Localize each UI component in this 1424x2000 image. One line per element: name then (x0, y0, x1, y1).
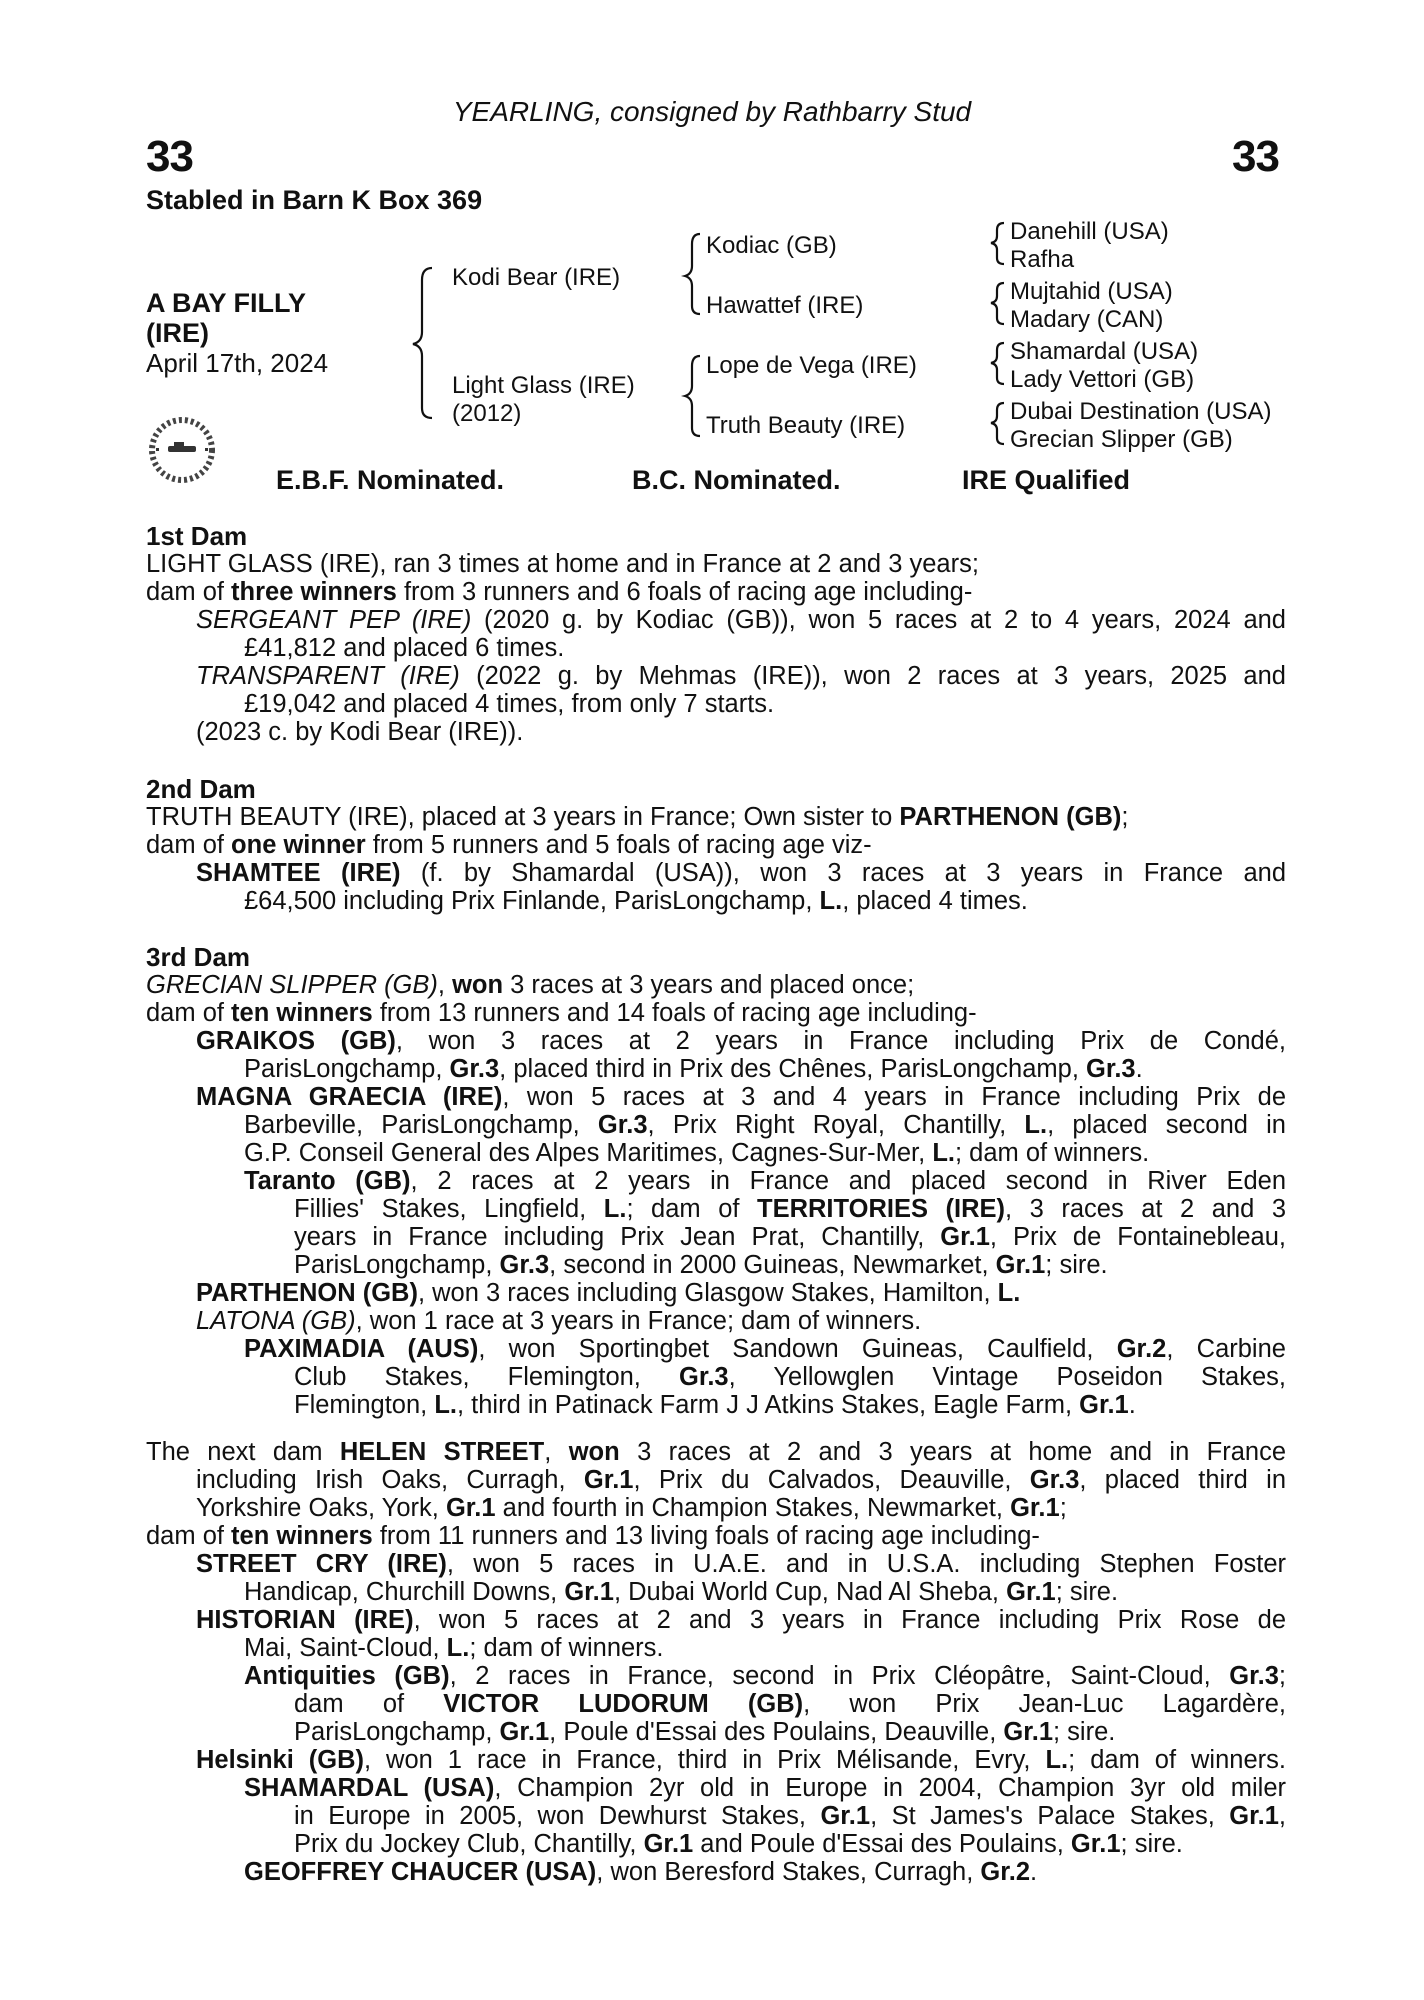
progeny-entry: TRANSPARENT (IRE) (2022 g. by Mehmas (IRE)), won 2 races at 3 years, 2025 and (196, 662, 1286, 690)
progeny-entry-cont: Handicap, Churchill Downs, Gr.1, Dubai World Cup, Nad Al Sheba, Gr.1; sire. (244, 1578, 1119, 1606)
g3-ancestor: Dubai Destination (USA) (1010, 398, 1272, 425)
dam-produce-summary: dam of ten winners from 13 runners and 14 foals of racing age including- (146, 999, 977, 1027)
dam-summary: LIGHT GLASS (IRE), ran 3 times at home and in France at 2 and 3 years; (146, 550, 979, 578)
brace-g3-3 (991, 343, 1004, 384)
horse-name-line2: (IRE) (146, 318, 209, 348)
brace-main (413, 268, 432, 418)
third-dam-heading: 3rd Dam (146, 942, 251, 972)
progeny-entry: SERGEANT PEP (IRE) (2020 g. by Kodiac (GB)), won 5 races at 2 to 4 years, 2024 and (196, 606, 1286, 634)
progeny-entry: SHAMTEE (IRE) (f. by Shamardal (USA)), won 3 races at 3 years in France and (196, 859, 1286, 887)
dam-name: Light Glass (IRE) (452, 372, 635, 399)
progeny-entry: PAXIMADIA (AUS), won Sportingbet Sandown Guineas, Caulfield, Gr.2, Carbine (244, 1335, 1286, 1363)
g3-ancestor: Danehill (USA) (1010, 218, 1169, 245)
stud-seal-icon (144, 412, 220, 488)
brace-sire (685, 234, 700, 314)
second-dam-heading: 2nd Dam (146, 774, 256, 804)
third-dam-section (146, 943, 1286, 1419)
g3-ancestor: Mujtahid (USA) (1010, 278, 1173, 305)
ire-qualified: IRE Qualified (962, 465, 1131, 495)
first-dam-section (146, 522, 1286, 746)
first-dam-heading: 1st Dam (146, 521, 248, 551)
progeny-entry: GRAIKOS (GB), won 3 races at 2 years in France including Prix de Condé, (196, 1027, 1286, 1055)
dam-produce-summary: dam of one winner from 5 runners and 5 foals of racing age viz- (146, 831, 872, 859)
progeny-entry-cont: years in France including Prix Jean Prat, Chantilly, Gr.1, Prix de Fontainebleau, (294, 1223, 1286, 1251)
progeny-entry-cont: ParisLongchamp, Gr.1, Poule d'Essai des Poulains, Deauville, Gr.1; sire. (294, 1718, 1116, 1746)
next-dam-section (146, 1438, 1286, 1886)
dam-summary: GRECIAN SLIPPER (GB), won 3 races at 3 years and placed once; (146, 971, 915, 999)
progeny-entry: STREET CRY (IRE), won 5 races in U.A.E. and in U.S.A. including Stephen Foster (196, 1550, 1287, 1578)
progeny-entry-cont: ParisLongchamp, Gr.3, second in 2000 Guineas, Newmarket, Gr.1; sire. (294, 1251, 1108, 1279)
progeny-entry-cont: £19,042 and placed 4 times, from only 7 starts. (244, 690, 775, 718)
progeny-entry: Helsinki (GB), won 1 race in France, third in Prix Mélisande, Evry, L.; dam of winners. (196, 1746, 1286, 1774)
progeny-entry-cont: Barbeville, ParisLongchamp, Gr.3, Prix Right Royal, Chantilly, L., placed second in (244, 1111, 1286, 1139)
progeny-entry: PARTHENON (GB), won 3 races including Glasgow Stakes, Hamilton, L. (196, 1279, 1021, 1307)
sire-sire-name: Kodiac (GB) (706, 232, 837, 259)
progeny-entry: MAGNA GRAECIA (IRE), won 5 races at 3 and 4 years in France including Prix de (196, 1083, 1286, 1111)
stabling-info: Stabled in Barn K Box 369 (146, 185, 483, 215)
progeny-entry-cont: £64,500 including Prix Finlande, ParisLongchamp, L., placed 4 times. (244, 887, 1028, 915)
progeny-entry-cont: ParisLongchamp, Gr.3, placed third in Prix des Chênes, ParisLongchamp, Gr.3. (244, 1055, 1143, 1083)
progeny-entry-cont: Mai, Saint-Cloud, L.; dam of winners. (244, 1634, 664, 1662)
brace-g3-4 (991, 403, 1004, 444)
g3-ancestor: Rafha (1010, 246, 1075, 273)
brace-g3-2 (991, 283, 1004, 324)
horse-name-line1: A BAY FILLY (146, 288, 307, 318)
progeny-entry: SHAMARDAL (USA), Champion 2yr old in Europe in 2004, Champion 3yr old miler (244, 1774, 1286, 1802)
progeny-entry: GEOFFREY CHAUCER (USA), won Beresford Stakes, Curragh, Gr.2. (244, 1858, 1038, 1886)
progeny-entry: LATONA (GB), won 1 race at 3 years in France; dam of winners. (196, 1307, 922, 1335)
progeny-entry-cont: £41,812 and placed 6 times. (244, 634, 565, 662)
dam-produce-summary: dam of three winners from 3 runners and 6 foals of racing age including- (146, 578, 973, 606)
progeny-entry: Taranto (GB), 2 races at 2 years in France and placed second in River Eden (244, 1167, 1286, 1195)
g3-ancestor: Lady Vettori (GB) (1010, 366, 1195, 393)
second-dam-section (146, 775, 1286, 915)
dam-summary: The next dam HELEN STREET, won 3 races at 2 and 3 years at home and in France (146, 1438, 1286, 1466)
brace-dam (685, 356, 700, 436)
bc-nominated: B.C. Nominated. (632, 465, 841, 495)
dam-summary-cont: including Irish Oaks, Curragh, Gr.1, Prix du Calvados, Deauville, Gr.3, placed third in (196, 1466, 1287, 1494)
dam-summary: TRUTH BEAUTY (IRE), placed at 3 years in France; Own sister to PARTHENON (GB); (146, 803, 1129, 831)
progeny-entry-cont: Flemington, L., third in Patinack Farm J J Atkins Stakes, Eagle Farm, Gr.1. (294, 1391, 1136, 1419)
g3-ancestor: Shamardal (USA) (1010, 338, 1199, 365)
catalogue-header: YEARLING, consigned by Rathbarry Stud (452, 96, 972, 127)
progeny-entry-cont: Prix du Jockey Club, Chantilly, Gr.1 and Poule d'Essai des Poulains, Gr.1; sire. (294, 1830, 1183, 1858)
progeny-entry: HISTORIAN (IRE), won 5 races at 2 and 3 years in France including Prix Rose de (196, 1606, 1286, 1634)
sire-name: Kodi Bear (IRE) (452, 264, 621, 291)
brace-g3-1 (991, 223, 1004, 264)
lot-number-right: 33 (1232, 132, 1279, 181)
progeny-entry-cont: in Europe in 2005, won Dewhurst Stakes, Gr.1, St James's Palace Stakes, Gr.1, (294, 1802, 1286, 1830)
dam-year: (2012) (452, 400, 522, 427)
ebf-nominated: E.B.F. Nominated. (276, 465, 505, 495)
lot-number-left: 33 (146, 132, 193, 181)
dam-sire-name: Lope de Vega (IRE) (706, 352, 917, 379)
progeny-entry-cont: dam of VICTOR LUDORUM (GB), won Prix Jean-Luc Lagardère, (294, 1690, 1286, 1718)
progeny-entry-cont: Club Stakes, Flemington, Gr.3, Yellowglen Vintage Poseidon Stakes, (294, 1363, 1287, 1391)
g3-ancestor: Grecian Slipper (GB) (1010, 426, 1233, 453)
dam-dam-name: Truth Beauty (IRE) (706, 412, 906, 439)
dam-summary-cont: Yorkshire Oaks, York, Gr.1 and fourth in Champion Stakes, Newmarket, Gr.1; (196, 1494, 1067, 1522)
g3-ancestor: Madary (CAN) (1010, 306, 1164, 333)
progeny-entry-cont: G.P. Conseil General des Alpes Maritimes, Cagnes-Sur-Mer, L.; dam of winners. (244, 1139, 1150, 1167)
sire-dam-name: Hawattef (IRE) (706, 292, 864, 319)
progeny-entry: Antiquities (GB), 2 races in France, second in Prix Cléopâtre, Saint-Cloud, Gr.3; (244, 1662, 1286, 1690)
dam-produce-summary: dam of ten winners from 11 runners and 13 living foals of racing age including- (146, 1522, 1040, 1550)
foaling-date: April 17th, 2024 (146, 348, 329, 378)
progeny-entry: (2023 c. by Kodi Bear (IRE)). (196, 718, 524, 746)
progeny-entry-cont: Fillies' Stakes, Lingfield, L.; dam of TERRITORIES (IRE), 3 races at 2 and 3 (294, 1195, 1286, 1223)
